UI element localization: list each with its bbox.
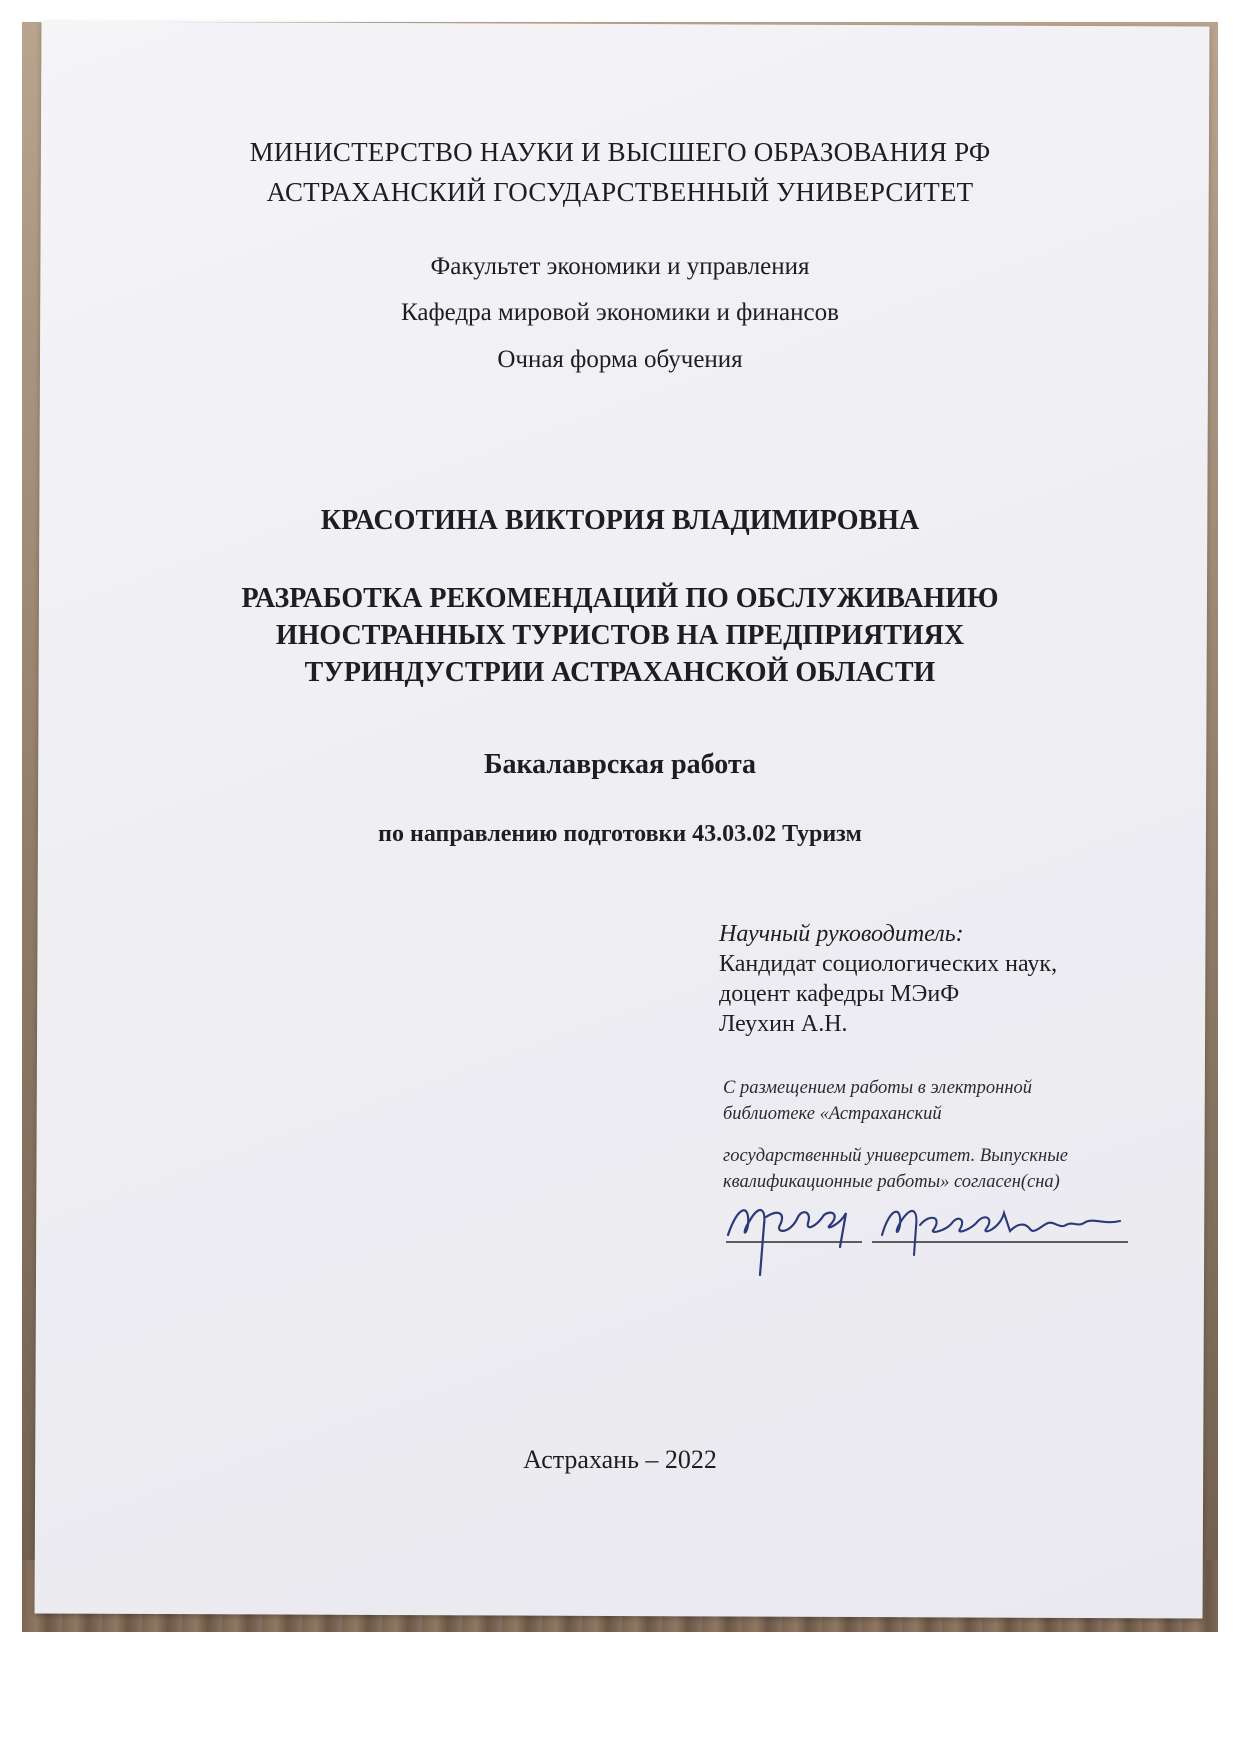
signature-area <box>720 1195 1140 1285</box>
supervisor-degree: Кандидат социологических наук, <box>719 951 1058 977</box>
faculty-line: Факультет экономики и управления <box>430 253 810 280</box>
supervisor-position: доцент кафедры МЭиФ <box>719 981 960 1007</box>
signature-surname <box>882 1211 1120 1255</box>
supervisor-name: Леухин А.Н. <box>719 1011 848 1037</box>
consent-line-4: квалификационные работы» согласен(сна) <box>723 1172 1060 1192</box>
consent-line-3: государственный университет. Выпускные <box>723 1146 1068 1166</box>
work-type: Бакалаврская работа <box>483 749 757 780</box>
consent-line-1: С размещением работы в электронной <box>723 1078 1033 1098</box>
author-name: КРАСОТИНА ВИКТОРИЯ ВЛАДИМИРОВНА <box>320 505 920 536</box>
study-direction: по направлению подготовки 43.03.02 Туризм <box>378 821 862 847</box>
ministry-heading: МИНИСТЕРСТВО НАУКИ И ВЫСШЕГО ОБРАЗОВАНИЯ РФ <box>249 137 991 167</box>
supervisor-label: Научный руководитель: <box>719 921 964 947</box>
department-line: Кафедра мировой экономики и финансов <box>401 299 839 326</box>
consent-line-2: библиотеке «Астраханский <box>723 1104 942 1124</box>
thesis-title-line-2: ИНОСТРАННЫХ ТУРИСТОВ НА ПРЕДПРИЯТИЯХ <box>275 620 965 651</box>
thesis-title-line-1: РАЗРАБОТКА РЕКОМЕНДАЦИЙ ПО ОБСЛУЖИВАНИЮ <box>241 583 999 614</box>
study-form-line: Очная форма обучения <box>497 346 743 373</box>
thesis-title-line-3: ТУРИНДУСТРИИ АСТРАХАНСКОЙ ОБЛАСТИ <box>304 657 936 688</box>
city-year: Астрахань – 2022 <box>523 1445 717 1474</box>
university-heading: АСТРАХАНСКИЙ ГОСУДАРСТВЕННЫЙ УНИВЕРСИТЕТ <box>266 177 974 207</box>
